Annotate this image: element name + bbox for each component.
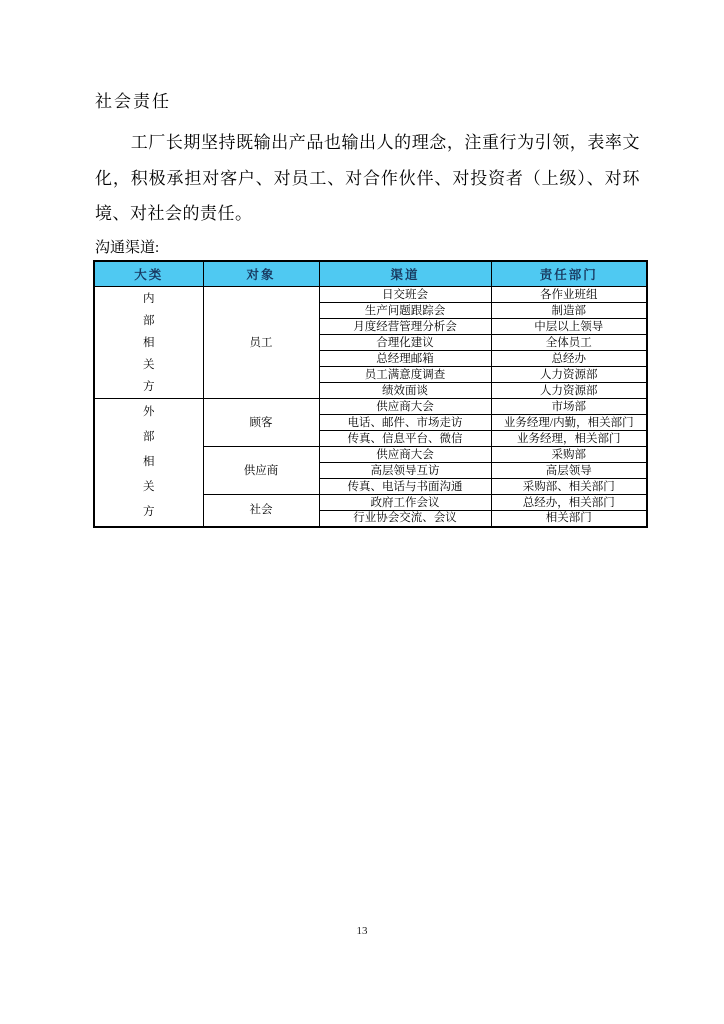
dept-cell: 全体员工: [491, 335, 647, 351]
dept-cell: 采购部、相关部门: [491, 479, 647, 495]
channel-cell: 日交班会: [319, 287, 491, 303]
col-header-channel: 渠道: [319, 261, 491, 287]
category-cell-internal: [94, 287, 203, 399]
page-content: [95, 90, 640, 528]
dept-cell: 人力资源部: [491, 383, 647, 399]
col-header-object: 对象: [203, 261, 319, 287]
dept-cell: 市场部: [491, 399, 647, 415]
dept-cell: 采购部: [491, 447, 647, 463]
channel-cell: 供应商大会: [319, 399, 491, 415]
channel-cell: 总经理邮箱: [319, 351, 491, 367]
category-cell-external: [94, 399, 203, 527]
table-row: [94, 287, 647, 303]
table-header-row: [94, 261, 647, 287]
dept-cell: 人力资源部: [491, 367, 647, 383]
object-cell-employees: 员工: [203, 287, 319, 399]
col-header-category: 大类: [94, 261, 203, 287]
channel-cell: 政府工作会议: [319, 495, 491, 511]
channel-cell: 行业协会交流、会议: [319, 511, 491, 527]
dept-cell: 业务经理，相关部门: [491, 431, 647, 447]
channel-cell: 员工满意度调查: [319, 367, 491, 383]
dept-cell: 各作业班组: [491, 287, 647, 303]
section-heading: 社会责任: [95, 92, 171, 111]
channel-cell: 高层领导互访: [319, 463, 491, 479]
communication-channels-table: [93, 260, 648, 528]
channel-cell: 电话、邮件、市场走访: [319, 415, 491, 431]
body-paragraph: 工厂长期坚持既输出产品也输出人的理念，注重行为引领，表率文化，积极承担对客户、对员工、对合作伙伴、对投资者（上级）、对环境、对社会的责任。: [95, 133, 640, 223]
category-label: 外部相关方: [143, 405, 155, 518]
dept-cell: 总经办: [491, 351, 647, 367]
channel-cell: 传真、电话与书面沟通: [319, 479, 491, 495]
category-label: 内部相关方: [143, 292, 155, 393]
channel-cell: 生产问题跟踪会: [319, 303, 491, 319]
channel-cell: 绩效面谈: [319, 383, 491, 399]
channel-cell: 供应商大会: [319, 447, 491, 463]
channel-cell: 传真、信息平台、微信: [319, 431, 491, 447]
dept-cell: 业务经理/内勤，相关部门: [491, 415, 647, 431]
object-cell-customers: 顾客: [203, 399, 319, 447]
table-caption: 沟通渠道:: [95, 239, 160, 256]
table-row: [94, 399, 647, 415]
dept-cell: 总经办，相关部门: [491, 495, 647, 511]
object-cell-society: 社会: [203, 495, 319, 527]
channel-cell: 合理化建议: [319, 335, 491, 351]
dept-cell: 高层领导: [491, 463, 647, 479]
dept-cell: 中层以上领导: [491, 319, 647, 335]
dept-cell: 相关部门: [491, 511, 647, 527]
object-cell-suppliers: 供应商: [203, 447, 319, 495]
col-header-department: 责任部门: [491, 261, 647, 287]
channel-cell: 月度经营管理分析会: [319, 319, 491, 335]
page-number: 13: [356, 925, 368, 937]
dept-cell: 制造部: [491, 303, 647, 319]
